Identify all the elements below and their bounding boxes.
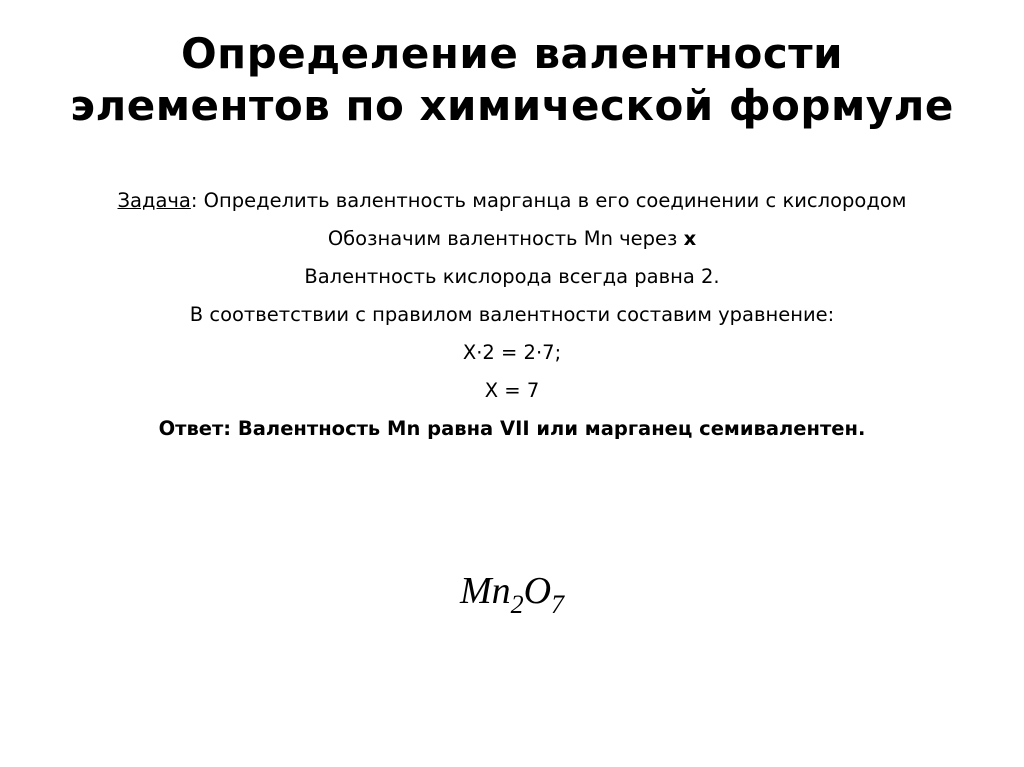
title-line-2: элементов по химической формуле	[70, 81, 954, 130]
solution-line: X = 7	[484, 379, 540, 402]
equation-line: X·2 = 2·7;	[462, 341, 562, 364]
formula-subscript-mn: 2	[510, 590, 524, 619]
slide-body	[0, 182, 1024, 448]
rule-line: В соответствии с правилом валентности составим уравнение:	[189, 303, 835, 326]
chemical-formula	[0, 566, 1024, 619]
formula-element-mn: Mn	[459, 570, 511, 612]
task-line	[0, 182, 1024, 220]
notation-line	[0, 220, 1024, 258]
formula-subscript-o: 7	[551, 590, 565, 619]
title-line-1: Определение валентности	[180, 29, 844, 78]
notation-variable: x	[683, 227, 697, 250]
task-text: : Определить валентность марганца в его соединении с кислородом	[190, 189, 907, 212]
task-label: Задача	[117, 189, 191, 212]
notation-text: Обозначим валентность Mn через	[327, 227, 684, 250]
formula-element-o: O	[523, 570, 552, 612]
slide-title	[0, 28, 1024, 132]
oxygen-valence-line: Валентность кислорода всегда равна 2.	[304, 265, 720, 288]
answer-line: Ответ: Валентность Mn равна VII или марганец семивалентен.	[158, 417, 866, 440]
